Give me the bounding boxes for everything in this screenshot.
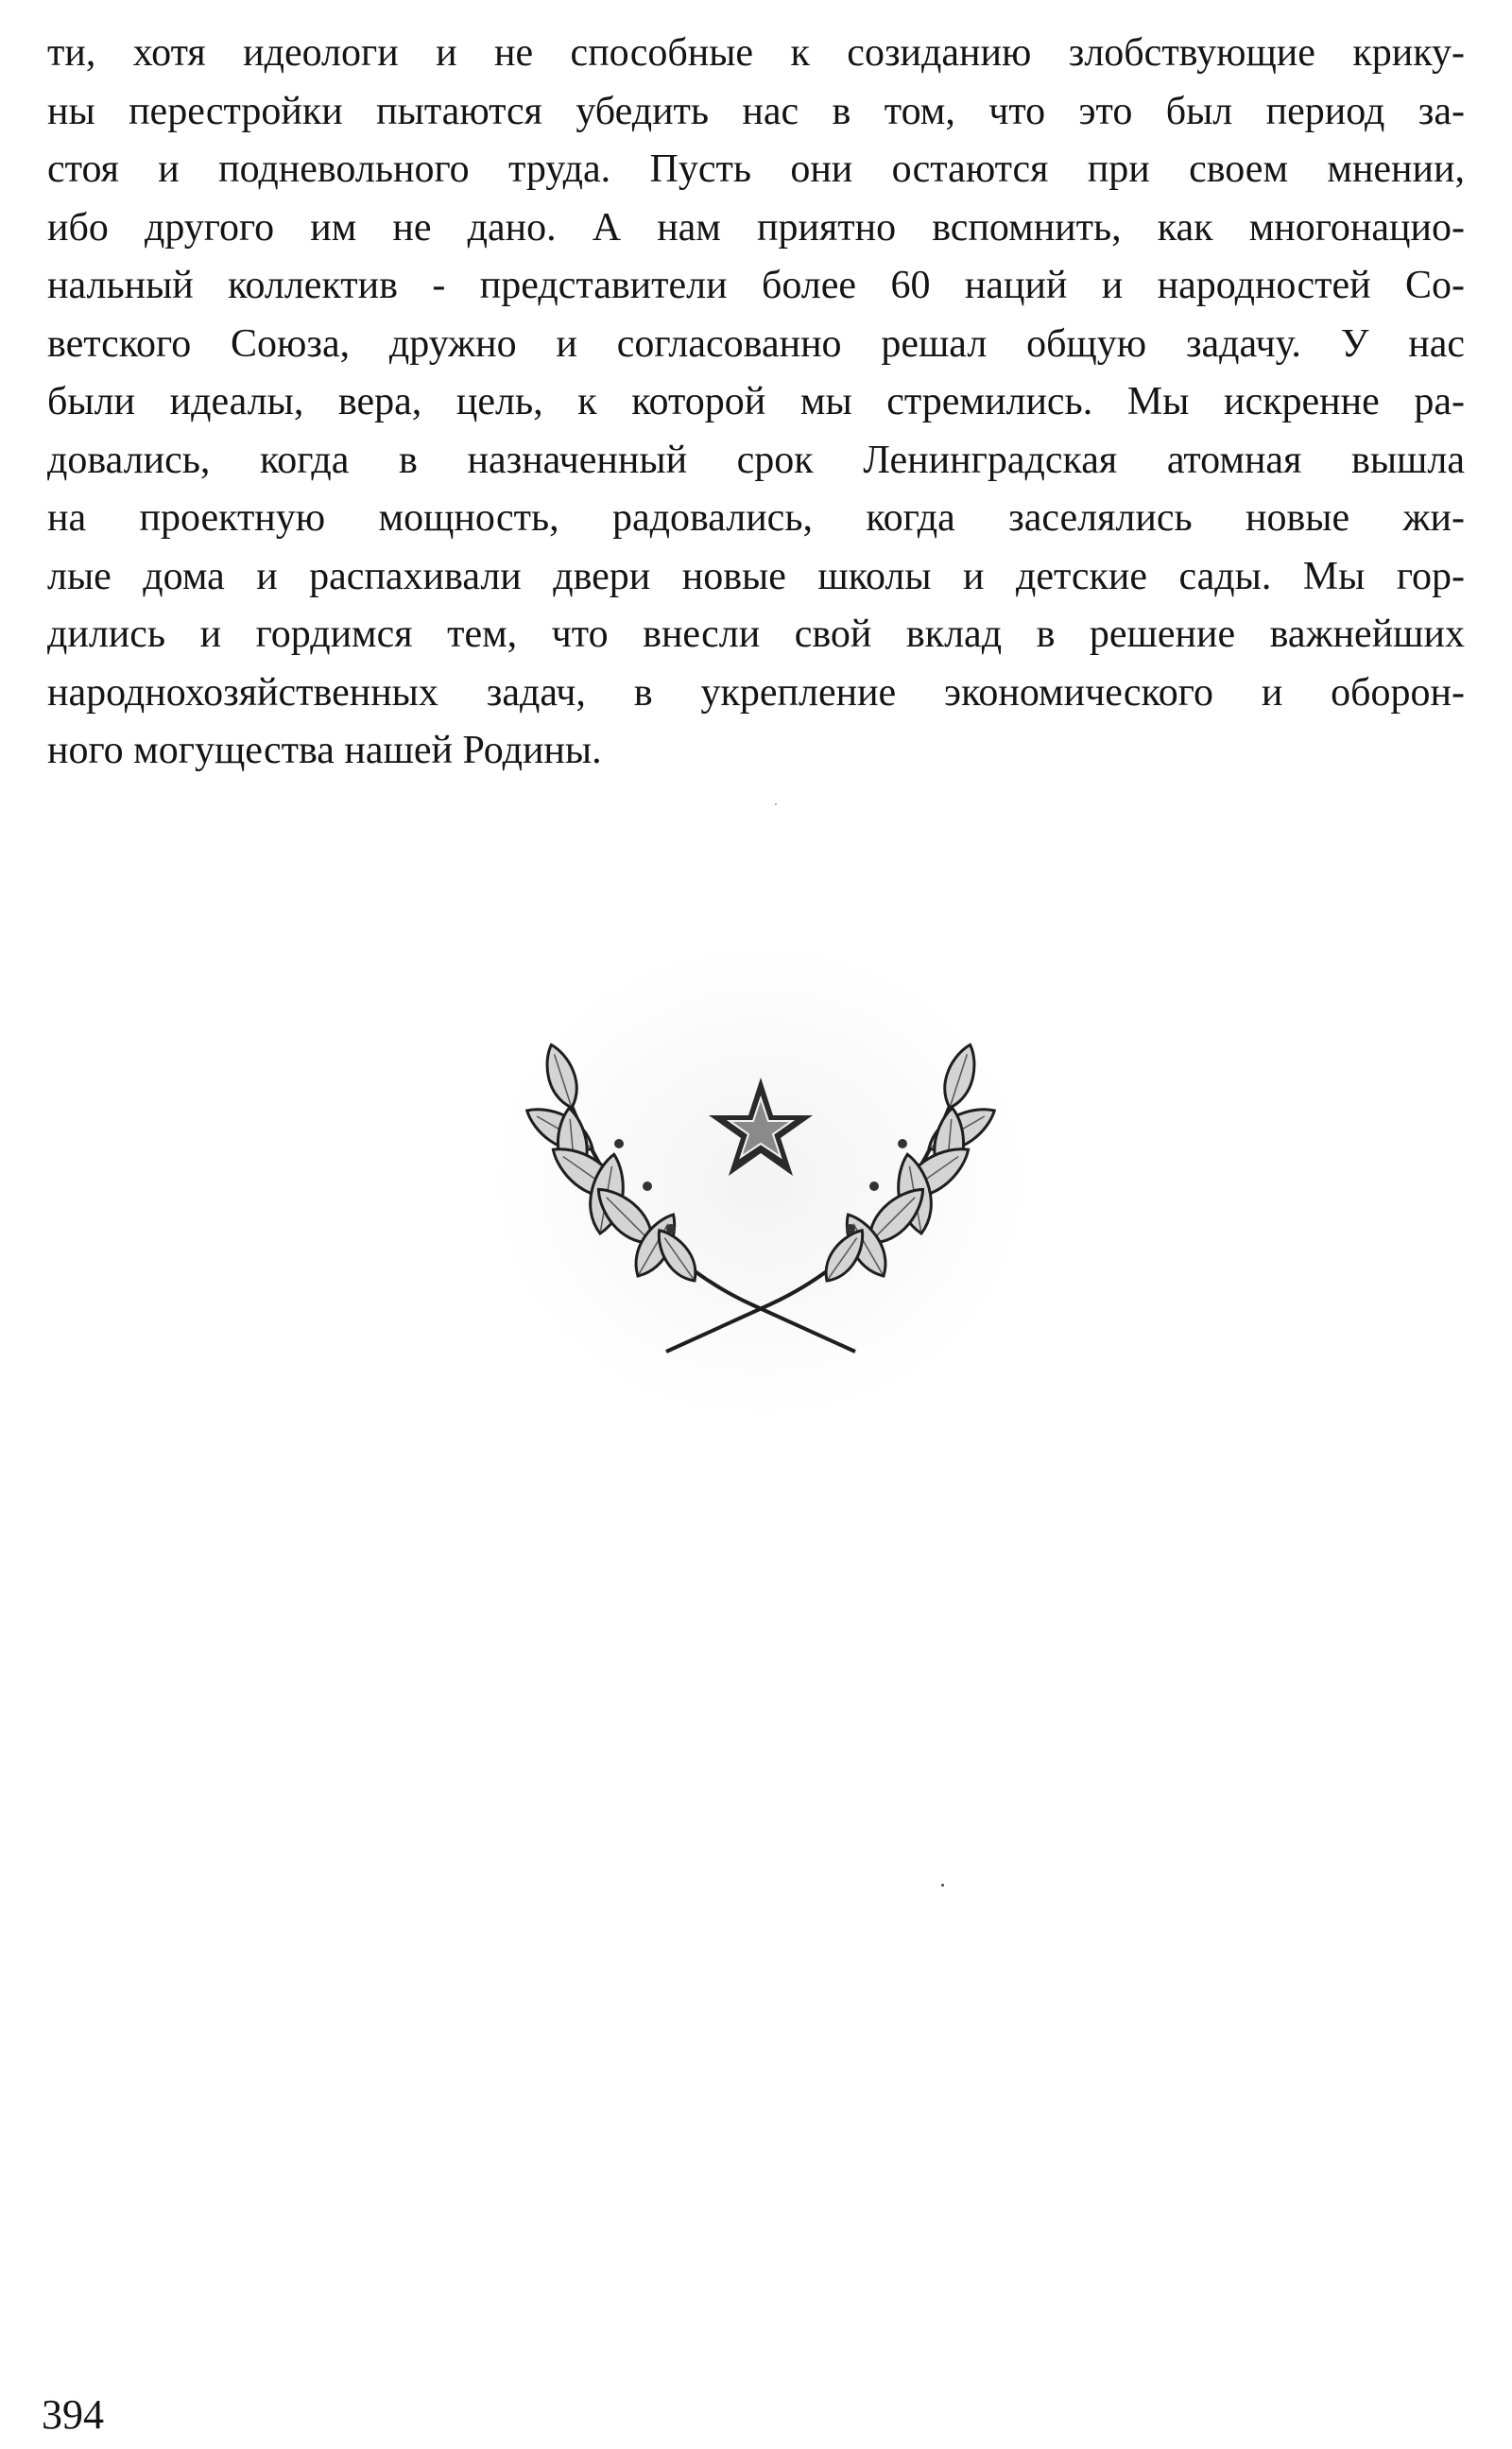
body-paragraph (47, 25, 1465, 781)
text-line: были идеалы, вера, цель, к которой мы стремились. Мы искренне ра- (47, 380, 1465, 423)
text-line: ветского Союза, дружно и согласованно решал общую задачу. У нас (47, 321, 1465, 366)
laurel-berry (846, 1224, 855, 1233)
print-speck (941, 1884, 944, 1887)
text-line: дились и гордимся тем, что внесли свой вклад в решение важнейших (47, 612, 1465, 656)
laurel-berry (666, 1224, 676, 1233)
star-laurel-emblem-icon (491, 945, 1030, 1418)
text-line: стоя и подневольного труда. Пусть они остаются при своем мнении, (47, 147, 1465, 191)
page-number: 394 (42, 2391, 104, 2438)
emblem-graphic (491, 945, 1030, 1418)
text-line: ти, хотя идеологи и не способные к созиданию злобствующие крику- (47, 31, 1465, 75)
text-line: на проектную мощность, радовались, когда заселялись новые жи- (47, 496, 1465, 540)
text-line: ны перестройки пытаются убедить нас в том, что это был период за- (47, 89, 1465, 133)
text-line: нальный коллектив - представители более 60 наций и народностей Со- (47, 264, 1465, 307)
text-line: довались, когда в назначенный срок Ленинградская атомная вышла (47, 438, 1465, 482)
text-line: ибо другого им не дано. А нам приятно вспомнить, как многонацио- (47, 205, 1465, 250)
laurel-berry (898, 1139, 907, 1148)
print-speck (775, 803, 777, 805)
text-line: ного могущества нашей Родины. (47, 729, 602, 772)
text-line: народнохозяйственных задач, в укрепление экономического и оборон- (47, 670, 1465, 715)
laurel-berry (869, 1181, 879, 1191)
laurel-berry (614, 1139, 624, 1148)
laurel-berry (643, 1181, 652, 1191)
text-line: лые дома и распахивали двери новые школы и детские сады. Мы гор- (47, 554, 1465, 598)
